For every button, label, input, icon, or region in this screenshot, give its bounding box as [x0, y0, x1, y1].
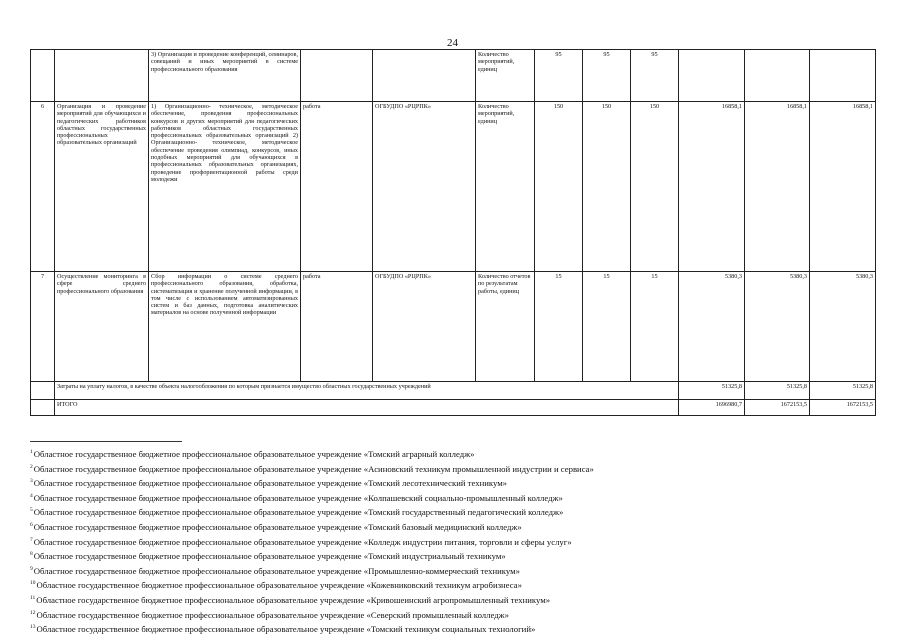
footnote-text: Областное государственное бюджетное профессиональное образовательное учреждение «Северский промышленный колледж» [36, 609, 509, 620]
footnote-text: Областное государственное бюджетное профессиональное образовательное учреждение «Томский лесотехнический техникум» [33, 478, 508, 489]
row-number-cell: 6 [31, 102, 55, 272]
footnote-item [30, 475, 890, 490]
activity-cell: 3) Организация и проведение конференций, семинаров, совещаний и иных мероприятий в системе профессионального образования [149, 50, 301, 102]
volume-cell: 15 [631, 272, 679, 382]
org-cell: ОГБУДПО «РЦРПК» [373, 272, 476, 382]
tax-label: Затраты на уплату налогов, в качестве объекта налогообложения по которым признается имущество областных государственных учреждений [55, 382, 679, 400]
volume-cell: 150 [631, 102, 679, 272]
sum-cell [810, 50, 876, 102]
volume-cell: 15 [583, 272, 631, 382]
footnote-item [30, 621, 890, 636]
table-row [31, 272, 876, 382]
footnotes-list [30, 446, 890, 636]
volume-cell: 150 [583, 102, 631, 272]
name-cell: Осуществление мониторинга в сфере среднего профессионального образования [55, 272, 149, 382]
footnote-text: Областное государственное бюджетное профессиональное образовательное учреждение «Кривошеинский агропромышленный техникум» [36, 594, 551, 605]
footnote-text: Областное государственное бюджетное профессиональное образовательное учреждение «Промышленно-коммерческий техникум» [33, 565, 520, 576]
footnote-marker: 5 [30, 507, 33, 514]
sum-cell: 51325,8 [810, 382, 876, 400]
footnote-marker: 7 [30, 536, 33, 543]
total-row [31, 400, 876, 416]
footnote-item [30, 446, 890, 461]
row-number-cell [31, 382, 55, 400]
total-label: ИТОГО [55, 400, 679, 416]
unit-cell: Количество отчетов по результатам работы, единиц [476, 272, 535, 382]
activity-cell: Сбор информации о системе среднего профессионального образования, обработка, систематизация и хранение полученной информации, в том числе с использованием автоматизированных систем и баз данных, подготовка аналитических материалов на основе полученной информации [149, 272, 301, 382]
tax-row [31, 382, 876, 400]
unit-cell: Количество мероприятий, единиц [476, 102, 535, 272]
footnote-item [30, 548, 890, 563]
footnote-marker: 6 [30, 521, 33, 528]
name-cell [55, 50, 149, 102]
sum-cell: 5380,3 [679, 272, 745, 382]
type-cell: работа [301, 102, 373, 272]
footnote-item [30, 490, 890, 505]
footnote-marker: 9 [30, 565, 33, 572]
sum-cell: 1696980,7 [679, 400, 745, 416]
footnote-item [30, 577, 890, 592]
sum-cell: 5380,3 [810, 272, 876, 382]
row-number-cell [31, 400, 55, 416]
sum-cell: 16858,1 [745, 102, 810, 272]
footnote-marker: 8 [30, 551, 33, 558]
volume-cell: 95 [583, 50, 631, 102]
volume-cell: 150 [535, 102, 583, 272]
volume-cell: 95 [535, 50, 583, 102]
row-number-cell: 7 [31, 272, 55, 382]
row-number-cell [31, 50, 55, 102]
sum-cell [745, 50, 810, 102]
footnote-item [30, 563, 890, 578]
footnote-item [30, 461, 890, 476]
page-number: 24 [447, 37, 458, 49]
footnote-text: Областное государственное бюджетное профессиональное образовательное учреждение «Томский техникум социальных технологий» [36, 624, 536, 635]
footnote-text: Областное государственное бюджетное профессиональное образовательное учреждение «Колпашевский социально-промышленный колледж» [33, 492, 563, 503]
footnote-item [30, 504, 890, 519]
unit-cell: Количество мероприятий, единиц [476, 50, 535, 102]
footnote-marker: 11 [30, 594, 36, 601]
footnote-text: Областное государственное бюджетное профессиональное образовательное учреждение «Колледж индустрии питания, торговли и сферы услуг» [33, 536, 572, 547]
sum-cell: 1672153,5 [745, 400, 810, 416]
sum-cell: 1672153,5 [810, 400, 876, 416]
footnote-marker: 10 [30, 580, 36, 587]
type-cell [301, 50, 373, 102]
footnote-text: Областное государственное бюджетное профессиональное образовательное учреждение «Томский государственный педагогический колледж» [33, 507, 564, 518]
org-cell [373, 50, 476, 102]
org-cell: ОГБУДПО «РЦРПК» [373, 102, 476, 272]
table-row [31, 102, 876, 272]
footnote-text: Областное государственное бюджетное профессиональное образовательное учреждение «Асиновский техникум промышленной индустрии и сервиса» [33, 463, 594, 474]
sum-cell: 5380,3 [745, 272, 810, 382]
volume-cell: 95 [631, 50, 679, 102]
footnote-marker: 12 [30, 609, 36, 616]
footnote-marker: 4 [30, 492, 33, 499]
footnote-marker: 1 [30, 449, 33, 455]
sum-cell [679, 50, 745, 102]
sum-cell: 16858,1 [679, 102, 745, 272]
name-cell: Организация и проведение мероприятий для обучающихся и педагогических работников областных государственных профессиональных образовательных организаций [55, 102, 149, 272]
activity-cell: 1) Организационно- техническое, методическое обеспечение, проведения профессиональных конкурсов и других мероприятий для педагогических работников областных государственных профессиональных образовательных организаций 2) Организационно- техническое, методическое обеспечение проведения олимпиад, конкурсов, иных подобных мероприятий для обучающихся в профессиональных образовательных организациях, проведение профориентационной работы среди молодежи [149, 102, 301, 272]
sum-cell: 51325,8 [745, 382, 810, 400]
footnote-text: Областное государственное бюджетное профессиональное образовательное учреждение «Томский индустриальный техникум» [33, 551, 506, 562]
budget-table [30, 49, 876, 416]
footnote-item [30, 534, 890, 549]
footnote-marker: 13 [30, 624, 36, 631]
footnote-item [30, 519, 890, 534]
volume-cell: 15 [535, 272, 583, 382]
footnote-marker: 3 [30, 478, 33, 485]
footnote-item [30, 592, 890, 607]
type-cell: работа [301, 272, 373, 382]
sum-cell: 16858,1 [810, 102, 876, 272]
footnote-text: Областное государственное бюджетное профессиональное образовательное учреждение «Кожевниковский техникум агробизнеса» [36, 580, 522, 591]
sum-cell: 51325,8 [679, 382, 745, 400]
footnote-text: Областное государственное бюджетное профессиональное образовательное учреждение «Томский аграрный колледж» [33, 449, 475, 459]
footnote-separator [30, 441, 182, 442]
footnote-item [30, 607, 890, 622]
footnote-marker: 2 [30, 463, 33, 470]
footnote-text: Областное государственное бюджетное профессиональное образовательное учреждение «Томский базовый медицинский колледж» [33, 521, 522, 532]
table-row [31, 50, 876, 102]
